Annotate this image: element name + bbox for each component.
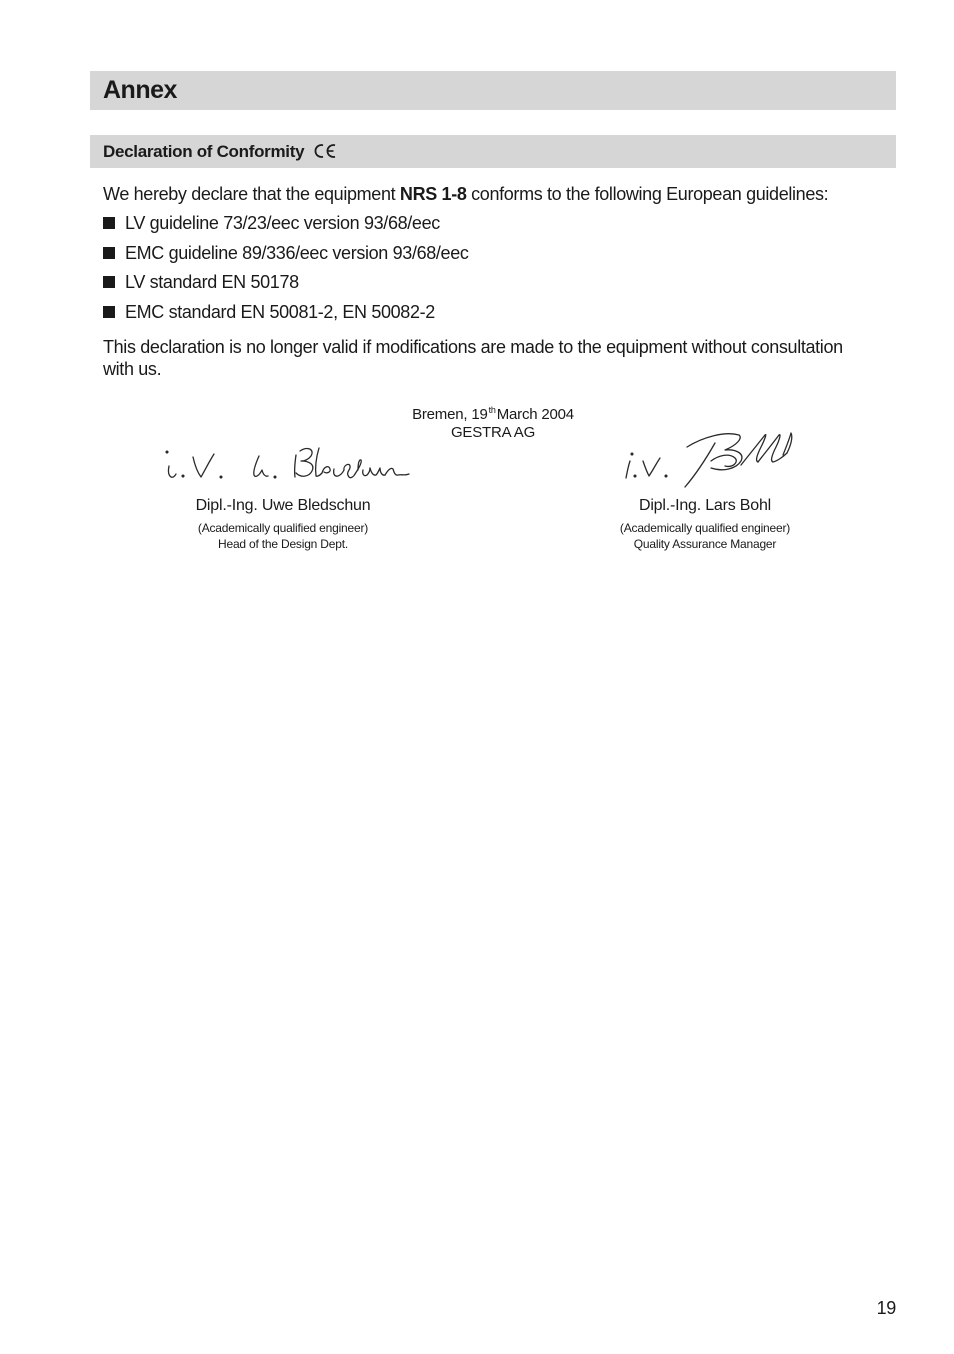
guideline-list — [103, 212, 469, 330]
signatory-qualification: (Academically qualified engineer) — [619, 521, 791, 535]
signatory-role: Quality Assurance Manager — [633, 537, 777, 551]
list-item — [103, 301, 469, 331]
day-suffix: th — [488, 405, 496, 415]
company-name: GESTRA AG — [450, 424, 536, 441]
list-item-text: EMC standard EN 50081-2, EN 50082-2 — [125, 301, 435, 322]
signatory-bohl — [620, 496, 790, 552]
square-bullet-icon — [103, 306, 115, 318]
annex-header — [90, 71, 896, 110]
declaration-header — [90, 135, 896, 168]
month-year: March 2004 — [496, 406, 574, 423]
list-item — [103, 242, 469, 272]
intro-after-text: conforms to the following European guidelines: — [466, 184, 829, 204]
list-item-text: EMC guideline 89/336/eec version 93/68/eec — [125, 242, 469, 263]
signature-bledschun — [155, 440, 410, 485]
equipment-name: NRS 1-8 — [399, 184, 467, 204]
declaration-intro — [103, 183, 828, 205]
page-number: 19 — [876, 1298, 896, 1318]
list-item — [103, 271, 469, 301]
square-bullet-icon — [103, 276, 115, 288]
place-day: Bremen, 19 — [412, 406, 488, 423]
list-item — [103, 212, 469, 242]
list-item-text: LV guideline 73/23/eec version 93/68/eec — [125, 213, 440, 233]
signatory-name: Dipl.-Ing. Lars Bohl — [638, 497, 772, 514]
signatory-name: Dipl.-Ing. Uwe Bledschun — [195, 497, 371, 514]
square-bullet-icon — [103, 247, 115, 259]
validity-note: This declaration is no longer valid if modifications are made to the equipment without consultation with us. — [103, 337, 843, 379]
signatory-bledschun — [196, 496, 371, 552]
square-bullet-icon — [103, 217, 115, 229]
annex-title: Annex — [103, 76, 177, 104]
signatory-role: Head of the Design Dept. — [218, 537, 348, 551]
ce-mark-icon — [313, 143, 337, 159]
signatory-qualification: (Academically qualified engineer) — [197, 521, 369, 535]
list-item-text: LV standard EN 50178 — [125, 272, 299, 292]
declaration-heading: Declaration of Conformity — [103, 142, 305, 161]
intro-before-text: We hereby declare that the equipment — [103, 184, 400, 204]
signature-bohl — [615, 425, 795, 495]
